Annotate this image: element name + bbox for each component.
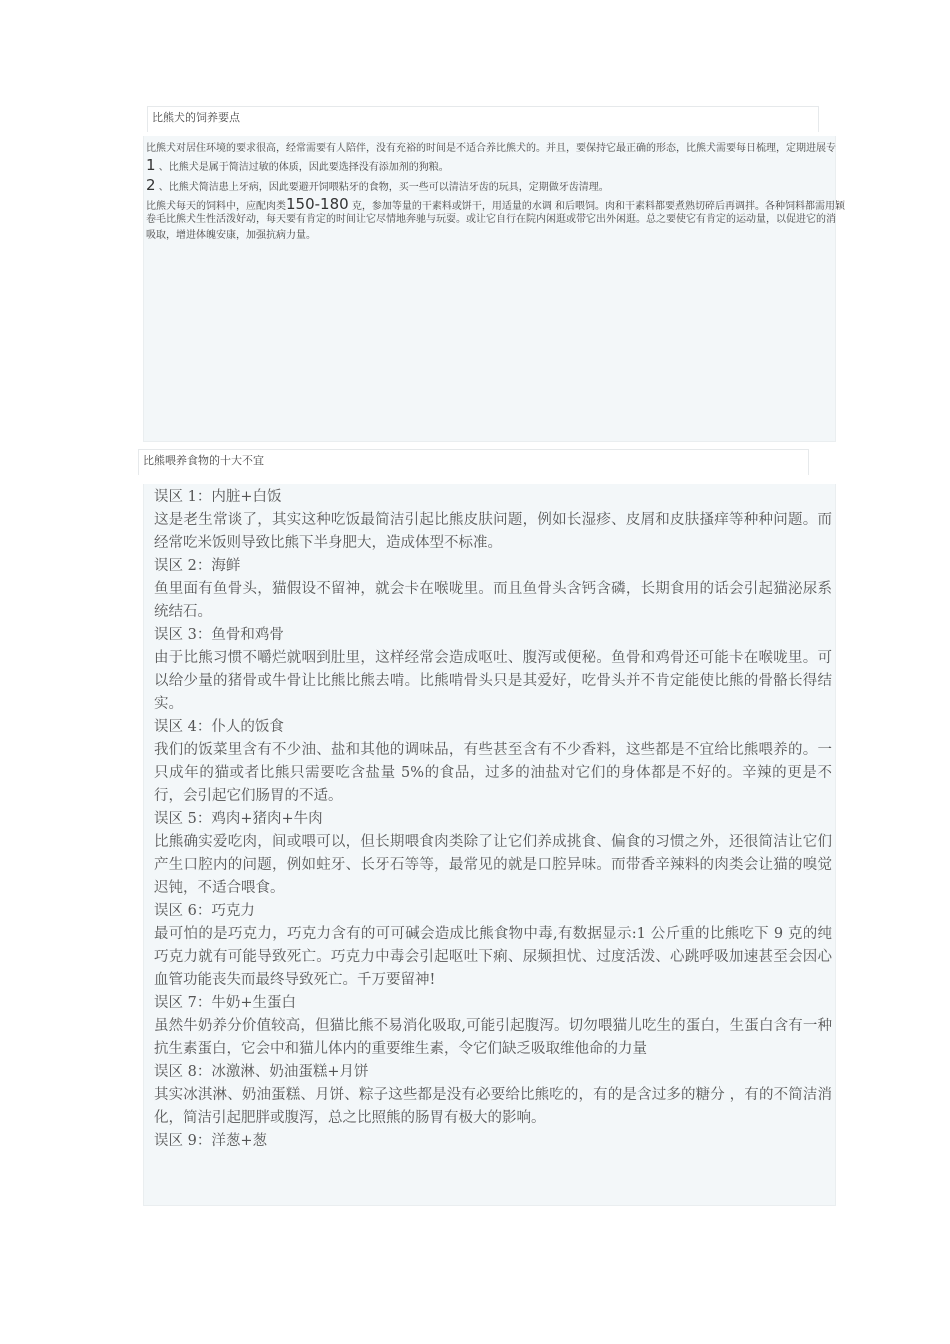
myth-body: 比熊确实爱吃肉，间或喂可以，但长期喂食肉类除了让它们养成挑食、偏食的习惯之外，还很简洁让它们产生口腔内的问题，例如蛀牙、长牙石等等，最常见的就是口腔异味。而带香辛辣料的肉类会让猫的嗅觉迟钝，不适合喂食。 bbox=[154, 834, 832, 896]
section1-exercise-line: 卷毛比熊犬生性活泼好动，每天要有肯定的时间让它尽情地奔驰与玩耍。或让它自行在院内闲逛或带它出外闲逛。总之要使它有肯定的运动量，以促进它的消 bbox=[146, 214, 836, 225]
myths-list bbox=[154, 486, 832, 1153]
section1-title-box bbox=[147, 106, 819, 132]
section1-feeding-line: 比熊犬每天的饲料中，应配肉类150-180 克，参加等量的干素料或饼干，用适量的水调 和后喂饲。肉和干素料都要煮熟切碎后再调拌。各种饲料都需用颖 bbox=[146, 195, 846, 213]
myth-body: 其实冰淇淋、奶油蛋糕、月饼、粽子这些都是没有必要给比熊吃的，有的是含过多的糖分 ，有的不简洁消化，简洁引起肥胖或腹泻，总之比照熊的肠胃有极大的影响。 bbox=[154, 1087, 832, 1126]
section1-title: 比熊犬的饲养要点 bbox=[152, 111, 240, 124]
myth-body: 鱼里面有鱼骨头，猫假设不留神，就会卡在喉咙里。而且鱼骨头含钙含磷，长期食用的话会引起猫泌尿系统结石。 bbox=[154, 581, 832, 620]
section1-line-2: 2 、比熊犬简洁患上牙病，因此要避开饲喂粘牙的食物，买一些可以清洁牙齿的玩具，定期做牙齿清理。 bbox=[146, 176, 609, 194]
myth-heading: 误区 1：内脏+白饭 bbox=[154, 489, 282, 505]
myth-heading: 误区 3：鱼骨和鸡骨 bbox=[154, 627, 284, 643]
myth-heading: 误区 8：冰激淋、奶油蛋糕+月饼 bbox=[154, 1064, 369, 1080]
myth-heading: 误区 7：牛奶+生蛋白 bbox=[154, 995, 296, 1011]
myth-heading: 误区 6：巧克力 bbox=[154, 903, 255, 919]
myth-heading: 误区 2：海鲜 bbox=[154, 558, 241, 574]
myth-heading: 误区 4：仆人的饭食 bbox=[154, 719, 284, 735]
myth-body: 这是老生常谈了，其实这种吃饭最简洁引起比熊皮肤问题，例如长湿疹、皮屑和皮肤搔痒等种种问题。而经常吃米饭则导致比熊下半身肥大，造成体型不标准。 bbox=[154, 512, 832, 551]
myth-heading: 误区 5：鸡肉+猪肉+牛肉 bbox=[154, 811, 323, 827]
section2-title: 比熊喂养食物的十大不宜 bbox=[143, 454, 264, 467]
section1-line-1: 1 、比熊犬是属于简洁过敏的体质，因此要选择没有添加剂的狗粮。 bbox=[146, 156, 449, 174]
myth-heading: 误区 9：洋葱+葱 bbox=[154, 1133, 267, 1149]
myth-body: 我们的饭菜里含有不少油、盐和其他的调味品，有些甚至含有不少香料，这些都是不宜给比熊喂养的。一只成年的猫或者比熊只需要吃含盐量 5%的食品，过多的油盐对它们的身体都是不好的。辛辣的更是不行，会引起它们肠胃的不适。 bbox=[154, 742, 832, 804]
section1-health-line: 吸取，增进体魄安康，加强抗病力量。 bbox=[146, 230, 316, 241]
myth-body: 虽然牛奶养分价值较高，但猫比熊不易消化吸取,可能引起腹泻。切勿喂猫儿吃生的蛋白，生蛋白含有一种抗生素蛋白，它会中和猫儿体内的重要维生素，令它们缺乏吸取维他命的力量 bbox=[154, 1018, 832, 1057]
myth-body: 最可怕的是巧克力，巧克力含有的可可碱会造成比熊食物中毒,有数据显示:1 公斤重的比熊吃下 9 克的纯巧克力就有可能导致死亡。巧克力中毒会引起呕吐下痢、尿频担忧、过度活泼、心跳呼吸加速甚至会因心血管功能丧失而最终导致死亡。千万要留神! bbox=[154, 926, 832, 988]
section2-title-box bbox=[138, 449, 809, 475]
myth-body: 由于比熊习惯不嚼烂就咽到肚里，这样经常会造成呕吐、腹泻或便秘。鱼骨和鸡骨还可能卡在喉咙里。可以给少量的猪骨或牛骨让比熊比熊去啃。比熊啃骨头只是其爱好，吃骨头并不肯定能使比熊的骨骼长得结实。 bbox=[154, 650, 832, 712]
section1-line-intro: 比熊犬对居住环境的要求很高，经常需要有人陪伴，没有充裕的时间是不适合养比熊犬的。并且，要保持它最正确的形态，比熊犬需要每日梳理，定期进展专 bbox=[146, 143, 836, 154]
